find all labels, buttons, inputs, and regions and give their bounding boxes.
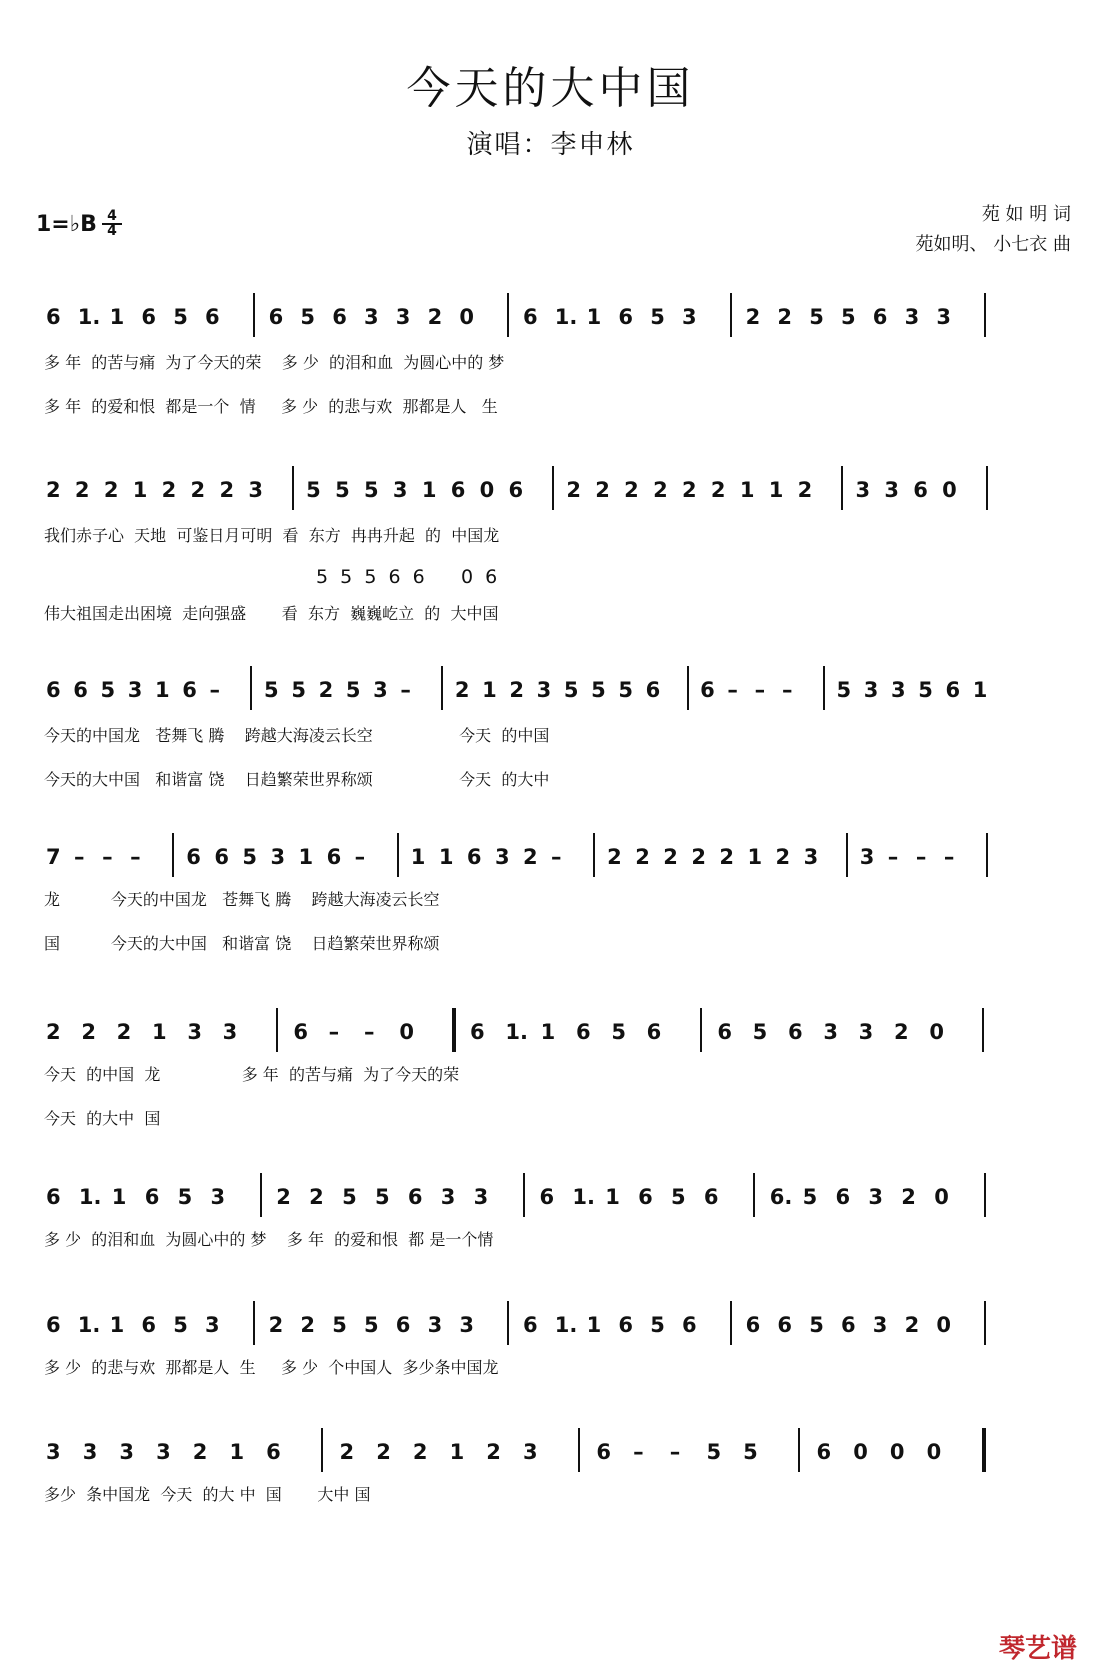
time-bottom: 4 <box>107 223 117 239</box>
barline <box>730 1301 732 1345</box>
note: 3 <box>156 1440 171 1464</box>
note: 6 <box>913 478 928 502</box>
note: 5 <box>364 478 379 502</box>
note: 3 <box>373 678 388 702</box>
barline <box>823 666 825 710</box>
note: 5 <box>809 305 824 329</box>
note: 6 <box>46 1185 61 1209</box>
note: 2 <box>797 478 813 502</box>
note: 2 <box>103 478 119 502</box>
note: 6 <box>326 845 342 869</box>
note: 1 <box>747 845 763 869</box>
note: 1 <box>739 478 755 502</box>
note: – <box>551 845 562 869</box>
note: 1 <box>229 1440 245 1464</box>
note: 0 <box>399 1020 414 1044</box>
note: 5 <box>364 1313 379 1337</box>
note: 6 <box>645 678 661 702</box>
note: 2 <box>624 478 639 502</box>
note: – <box>102 845 113 869</box>
barline <box>292 466 294 510</box>
note: – <box>781 678 793 702</box>
note: 2 <box>894 1020 909 1044</box>
notes-row <box>0 1313 1101 1353</box>
note: 2 <box>682 478 697 502</box>
note: 2 <box>663 845 678 869</box>
note: 2 <box>190 478 206 502</box>
note: 1 <box>438 845 454 869</box>
note: 2 <box>595 478 610 502</box>
note: 3 <box>859 845 875 869</box>
note: 3 <box>473 1185 489 1209</box>
note: 3 <box>904 305 920 329</box>
note: 2 <box>607 845 622 869</box>
note: 6 <box>182 678 197 702</box>
note: 6 <box>703 1185 719 1209</box>
note: 3 <box>395 305 411 329</box>
note: 0 <box>942 478 957 502</box>
note: 5 <box>345 678 361 702</box>
note: 5 <box>342 1185 357 1209</box>
note: 5 <box>177 1185 193 1209</box>
barline <box>260 1173 262 1217</box>
note: 2 <box>192 1440 208 1464</box>
page-title: 今天的大中国 <box>406 63 695 114</box>
note: 6 <box>835 1185 851 1209</box>
note: 3 <box>392 478 408 502</box>
note: 0 <box>459 305 475 329</box>
note: 5 <box>335 478 350 502</box>
logo: 琴艺谱 <box>998 1634 1077 1664</box>
note: 3 <box>936 305 952 329</box>
lyric-line-2: 今天的大中国 和谐富 饶 日趋繁荣世界称颂 今天 的大中 <box>44 770 550 789</box>
note: 5 <box>300 305 316 329</box>
note: – <box>364 1020 375 1044</box>
barline <box>321 1428 323 1472</box>
note: 6 <box>682 1313 697 1337</box>
note: 2 <box>309 1185 324 1209</box>
note: 3 <box>127 678 143 702</box>
note: 6 <box>266 1440 281 1464</box>
note: 5 <box>841 305 856 329</box>
note: 2 <box>276 1185 291 1209</box>
note: 3 <box>494 845 510 869</box>
note: 7 <box>46 845 61 869</box>
note: 2 <box>74 478 90 502</box>
note: – <box>400 678 411 702</box>
note: 3 <box>523 1440 538 1464</box>
note: 3 <box>248 478 263 502</box>
composer-credit: 苑如明、 小七衣 曲 <box>915 234 1071 255</box>
note: – <box>74 845 85 869</box>
notes-row <box>0 305 1101 345</box>
note: – <box>209 678 221 702</box>
notes-row <box>0 1185 1101 1225</box>
note: 6. <box>769 1185 793 1209</box>
note: 2 <box>318 678 334 702</box>
note: 2 <box>745 305 761 329</box>
note: 3 <box>364 305 379 329</box>
note: 1 <box>605 1185 620 1209</box>
barline <box>593 833 595 877</box>
note: 6 <box>73 678 88 702</box>
note: 1. <box>78 1185 102 1209</box>
lyric-line-2: 今天 的大中 国 <box>44 1109 161 1128</box>
note: 5 <box>671 1185 686 1209</box>
note: 2 <box>691 845 706 869</box>
note: 5 <box>706 1440 722 1464</box>
note: 3 <box>270 845 286 869</box>
note: 3 <box>823 1020 838 1044</box>
note: 3 <box>46 1440 61 1464</box>
lyric-line-1: 我们赤子心 天地 可鉴日月可明 看 东方 冉冉升起 的 中国龙 <box>44 526 500 545</box>
note: 5 <box>591 678 606 702</box>
note: 2 <box>116 1020 132 1044</box>
lyric-line-1: 今天的中国龙 苍舞飞 腾 跨越大海凌云长空 今天 的中国 <box>44 726 550 745</box>
note: 1. <box>554 305 578 329</box>
note: 6 <box>788 1020 803 1044</box>
note: 1 <box>449 1440 465 1464</box>
note: 2 <box>268 1313 284 1337</box>
barline <box>984 293 986 337</box>
note: 5 <box>836 678 852 702</box>
note: 6 <box>576 1020 591 1044</box>
note: 3 <box>863 678 879 702</box>
note: 3 <box>222 1020 238 1044</box>
note: 0 <box>926 1440 942 1464</box>
note: 2 <box>219 478 235 502</box>
note: 5 <box>242 845 258 869</box>
note: 6 <box>450 478 466 502</box>
note: 5 <box>650 1313 665 1337</box>
note: 5 <box>618 678 634 702</box>
note: 6 <box>618 305 634 329</box>
note: 5 <box>743 1440 758 1464</box>
barline <box>730 293 732 337</box>
note: 2 <box>904 1313 920 1337</box>
key-signature: 1=♭B <box>36 212 97 237</box>
note: – <box>669 1440 681 1464</box>
note: 0 <box>853 1440 868 1464</box>
note: 3 <box>440 1185 456 1209</box>
note: 3 <box>855 478 871 502</box>
note: – <box>328 1020 340 1044</box>
note: 6 <box>293 1020 308 1044</box>
time-signature <box>102 210 122 238</box>
barline <box>552 466 554 510</box>
note: 6 <box>46 1313 61 1337</box>
note: 2 <box>653 478 668 502</box>
lyric-line-2: 国 今天的大中国 和谐富 饶 日趋繁荣世界称颂 <box>44 934 440 953</box>
note: 6 <box>470 1020 485 1044</box>
barline <box>578 1428 580 1472</box>
note: 2 <box>376 1440 391 1464</box>
note: 2 <box>710 478 726 502</box>
note: 2 <box>427 305 443 329</box>
note: 3 <box>82 1440 98 1464</box>
note: 6 <box>144 1185 160 1209</box>
barline <box>982 1428 986 1472</box>
notes-row <box>0 1020 1101 1060</box>
note: 6 <box>700 678 715 702</box>
note: 1 <box>768 478 784 502</box>
barline <box>687 666 689 710</box>
note: 0 <box>936 1313 952 1337</box>
note: 3 <box>872 1313 888 1337</box>
note: 2 <box>46 478 61 502</box>
barline <box>982 1008 984 1052</box>
note: 2 <box>46 1020 61 1044</box>
note: 5 <box>802 1185 818 1209</box>
barline <box>523 1173 525 1217</box>
note: 2 <box>81 1020 96 1044</box>
note: 1 <box>111 1185 127 1209</box>
lyric-line-2: 伟大祖国走出困境 走向强盛 看 东方 巍巍屹立 的 大中国 <box>44 604 499 623</box>
note: 3 <box>803 845 819 869</box>
note: 6 <box>332 305 347 329</box>
note: 1 <box>298 845 314 869</box>
note: – <box>130 845 141 869</box>
note: 6 <box>214 845 229 869</box>
note: 6 <box>268 305 284 329</box>
note: 2 <box>566 478 581 502</box>
note: 1 <box>972 678 988 702</box>
note: 6 <box>186 845 201 869</box>
note: 2 <box>509 678 524 702</box>
note: 3 <box>459 1313 475 1337</box>
note: 1 <box>410 845 426 869</box>
note: 3 <box>119 1440 134 1464</box>
note: 3 <box>536 678 552 702</box>
note: 6 <box>596 1440 611 1464</box>
note: 3 <box>205 1313 220 1337</box>
note: 2 <box>486 1440 501 1464</box>
note: 1 <box>132 478 148 502</box>
note: 5 <box>100 678 116 702</box>
note: 6 <box>638 1185 653 1209</box>
barline <box>753 1173 755 1217</box>
barline <box>798 1428 800 1472</box>
note: 5 <box>332 1313 347 1337</box>
note: 2 <box>300 1313 316 1337</box>
notes-row <box>0 478 1101 518</box>
singer-line: 演唱：李申林 <box>466 130 635 160</box>
note: 2 <box>777 305 793 329</box>
note: 1 <box>586 305 602 329</box>
barline <box>250 666 252 710</box>
barline <box>441 666 443 710</box>
note: 5 <box>809 1313 824 1337</box>
note: 2 <box>775 845 791 869</box>
note: 0 <box>889 1440 905 1464</box>
note: 5 <box>264 678 279 702</box>
note: 2 <box>454 678 470 702</box>
note: 6 <box>141 1313 157 1337</box>
note: 5 <box>650 305 665 329</box>
note: 2 <box>719 845 735 869</box>
note: 6 <box>395 1313 411 1337</box>
note: 3 <box>187 1020 202 1044</box>
note: 2 <box>412 1440 428 1464</box>
note: 3 <box>884 478 899 502</box>
note: 0 <box>934 1185 949 1209</box>
note: 1 <box>540 1020 556 1044</box>
note: 6 <box>508 478 524 502</box>
note: 6 <box>523 305 538 329</box>
note: 6 <box>205 305 220 329</box>
note: – <box>754 678 766 702</box>
barline <box>507 1301 509 1345</box>
note: 0 <box>929 1020 944 1044</box>
lyric-line-1: 多 少 的泪和血 为圆心中的 梦 多 年 的爱和恨 都 是一个情 <box>44 1230 494 1249</box>
barline <box>700 1008 702 1052</box>
notes-row <box>0 678 1101 718</box>
note: 1 <box>482 678 497 702</box>
note: 6 <box>407 1185 423 1209</box>
note: 1. <box>505 1020 528 1044</box>
note: 5 <box>173 1313 188 1337</box>
note: 6 <box>841 1313 856 1337</box>
note: 3 <box>682 305 697 329</box>
note: – <box>943 845 955 869</box>
note: 5 <box>306 478 321 502</box>
barline <box>984 1173 986 1217</box>
note: – <box>633 1440 644 1464</box>
note: 1 <box>421 478 437 502</box>
note: 1. <box>77 305 101 329</box>
note: 3 <box>868 1185 884 1209</box>
note: 6 <box>646 1020 662 1044</box>
note: 6 <box>872 305 888 329</box>
note: 2 <box>161 478 177 502</box>
barline <box>841 466 843 510</box>
lyric-line-1: 多 少 的悲与欢 那都是人 生 多 少 个中国人 多少条中国龙 <box>44 1358 499 1377</box>
note: – <box>727 678 738 702</box>
lyric-line-1: 龙 今天的中国龙 苍舞飞 腾 跨越大海凌云长空 <box>44 890 440 909</box>
barline <box>276 1008 278 1052</box>
note: 1. <box>572 1185 595 1209</box>
note: 6 <box>141 305 157 329</box>
note: 6 <box>46 678 61 702</box>
note: 6 <box>618 1313 634 1337</box>
note: 2 <box>523 845 538 869</box>
note: 5 <box>611 1020 626 1044</box>
note: 6 <box>717 1020 732 1044</box>
note: 5 <box>374 1185 390 1209</box>
note: 1 <box>109 305 125 329</box>
note: 6 <box>745 1313 761 1337</box>
note: 6 <box>466 845 482 869</box>
barline <box>846 833 848 877</box>
note: 6 <box>539 1185 555 1209</box>
barline <box>986 466 988 510</box>
note: – <box>887 845 899 869</box>
note: 3 <box>427 1313 443 1337</box>
note: 1. <box>77 1313 101 1337</box>
note: 2 <box>339 1440 355 1464</box>
note: 5 <box>291 678 306 702</box>
note: 6 <box>777 1313 793 1337</box>
note: – <box>354 845 366 869</box>
note: 3 <box>210 1185 226 1209</box>
alternate-notes: 5 5 5 6 6 0 6 <box>316 566 498 588</box>
notes-row <box>0 1440 1101 1480</box>
note: 1 <box>152 1020 167 1044</box>
barline <box>397 833 399 877</box>
barline <box>172 833 174 877</box>
lyric-line-1: 今天 的中国 龙 多 年 的苦与痛 为了今天的荣 <box>44 1065 460 1084</box>
note: 1 <box>586 1313 602 1337</box>
barline <box>984 1301 986 1345</box>
note: 1 <box>155 678 170 702</box>
note: 1 <box>109 1313 125 1337</box>
lyricist-credit: 苑 如 明 词 <box>981 204 1071 225</box>
barline <box>986 833 988 877</box>
note: 5 <box>563 678 579 702</box>
notes-row <box>0 845 1101 885</box>
note: 0 <box>479 478 495 502</box>
note: 5 <box>173 305 188 329</box>
note: 1. <box>554 1313 578 1337</box>
note: 6 <box>46 305 61 329</box>
note: 5 <box>752 1020 768 1044</box>
lyric-line-1: 多少 条中国龙 今天 的大 中 国 大中 国 <box>44 1485 371 1504</box>
note: 3 <box>890 678 906 702</box>
barline <box>452 1008 456 1052</box>
note: 3 <box>858 1020 874 1044</box>
note: 6 <box>523 1313 538 1337</box>
barline <box>253 1301 255 1345</box>
barline <box>507 293 509 337</box>
lyric-line-2: 多 年 的爱和恨 都是一个 情 多 少 的悲与欢 那都是人 生 <box>44 397 498 416</box>
note: 2 <box>901 1185 916 1209</box>
note: 5 <box>918 678 933 702</box>
time-top: 4 <box>107 208 117 224</box>
note: 6 <box>945 678 961 702</box>
note: – <box>915 845 927 869</box>
note: 6 <box>816 1440 832 1464</box>
barline <box>253 293 255 337</box>
lyric-line-1: 多 年 的苦与痛 为了今天的荣 多 少 的泪和血 为圆心中的 梦 <box>44 353 505 372</box>
note: 2 <box>635 845 650 869</box>
